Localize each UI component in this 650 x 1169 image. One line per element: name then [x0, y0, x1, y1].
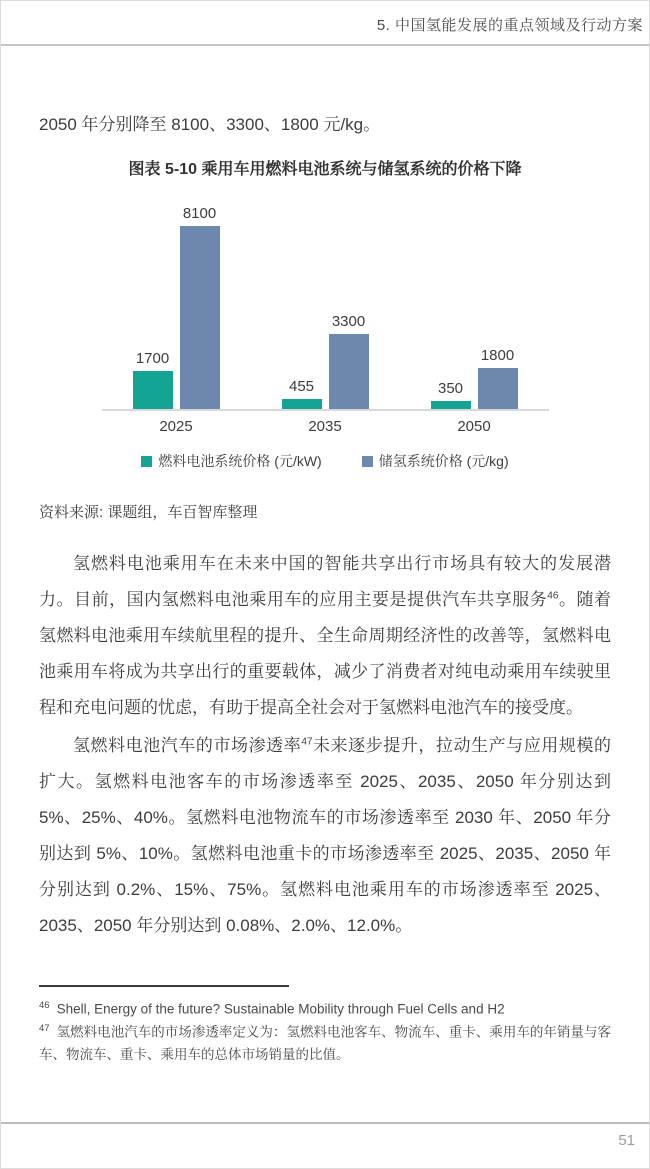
bar-series2-2025: [180, 226, 220, 409]
chart-plot-area: [102, 189, 549, 411]
chart-bar-group-2035: [282, 313, 369, 409]
bar-value-label: 455: [288, 378, 315, 395]
legend-swatch-icon: [141, 456, 152, 467]
body-paragraph-2: 氢燃料电池汽车的市场渗透率$^{47}$未来逐步提升，拉动生产与应用规模的扩大。氢燃料电池客车的市场渗透率至 2025、2035、2050 年分别达到 5%、25%、40%。氢燃料电池物流车的市场渗透率至 2030 年、2050 年分别达到 5%、10%。氢燃料电池重卡的市场渗透率至 2025、2035、2050 年分别达到 0.2%、15%、75%。氢燃料电池乘用车的市场渗透率至 2025、2035、2050 年分别达到 0.08%、2.0%、12.0%。: [39, 736, 611, 935]
footnote-46-number: 46: [39, 1000, 50, 1011]
legend-label: 储氢系统价格 (元/kg): [378, 453, 509, 469]
category-label-2035: 2035: [308, 418, 342, 435]
bar-chart: [102, 189, 549, 471]
bar-value-label: 350: [437, 380, 464, 397]
footnote-46-text: Shell, Energy of the future? Sustainable Mobility through Fuel Cells and H2: [56, 1001, 505, 1017]
bar-series1-2035: [282, 399, 322, 409]
bar-value-label: 1800: [480, 347, 515, 364]
bar-column: [329, 313, 369, 409]
legend-item: [141, 451, 321, 471]
footnote-47-number: 47: [39, 1022, 50, 1034]
footnote-reference: 46: [547, 590, 559, 602]
footnotes-section: [39, 985, 611, 1066]
bar-series1-2025: [133, 371, 173, 409]
page-header: [1, 1, 649, 46]
footer-rule: [1, 1122, 649, 1124]
footnote-47-text: 氢燃料电池汽车的市场渗透率定义为：氢燃料电池客车、物流车、重卡、乘用车的年销量与客车、物流车、重卡、乘用车的总体市场销量的比值。: [39, 1024, 611, 1062]
intro-text: 2050 年分别降至 8100、3300、1800 元/kg。: [39, 115, 381, 134]
legend-label: 燃料电池系统价格 (元/kW): [158, 453, 322, 469]
bar-column: [478, 347, 518, 409]
bar-column: [133, 350, 173, 409]
figure-title: 图表 5-10 乘用车用燃料电池系统与储氢系统的价格下降: [128, 161, 522, 178]
chart-category-axis: [102, 418, 549, 435]
header-title: 5. 中国氢能发展的重点领域及行动方案: [376, 17, 643, 34]
bar-column: [282, 378, 322, 409]
bar-value-label: 1700: [135, 350, 170, 367]
chart-bar-group-2025: [133, 205, 220, 409]
legend-item: [362, 451, 509, 471]
footnote-reference: 47: [301, 736, 313, 748]
bar-series2-2035: [329, 334, 369, 409]
page-number: 51: [618, 1132, 635, 1149]
bar-series1-2050: [431, 401, 471, 409]
bar-value-label: 8100: [182, 205, 217, 222]
legend-swatch-icon: [362, 456, 373, 467]
category-label-2050: 2050: [457, 418, 491, 435]
category-label-2025: 2025: [159, 418, 193, 435]
bar-value-label: 3300: [331, 313, 366, 330]
bar-series2-2050: [478, 368, 518, 409]
figure-source: 资料来源: 课题组，车百智库整理: [39, 504, 258, 521]
bar-column: [180, 205, 220, 409]
bar-column: [431, 380, 471, 409]
chart-legend: [102, 451, 549, 471]
footnote-46: [39, 998, 611, 1021]
footnote-47: [39, 1021, 611, 1066]
body-paragraph-1: 氢燃料电池乘用车在未来中国的智能共享出行市场具有较大的发展潜力。目前，国内氢燃料电池乘用车的应用主要是提供汽车共享服务$^{46}$。随着氢燃料电池乘用车续航里程的提升、全生命周期经济性的改善等，氢燃料电池乘用车将成为共享出行的重要载体，减少了消费者对纯电动乘用车续驶里程和充电问题的忧虑，有助于提高全社会对于氢燃料电池汽车的接受度。: [39, 554, 612, 717]
chart-bar-group-2050: [431, 347, 518, 409]
footnote-separator: [39, 985, 289, 987]
